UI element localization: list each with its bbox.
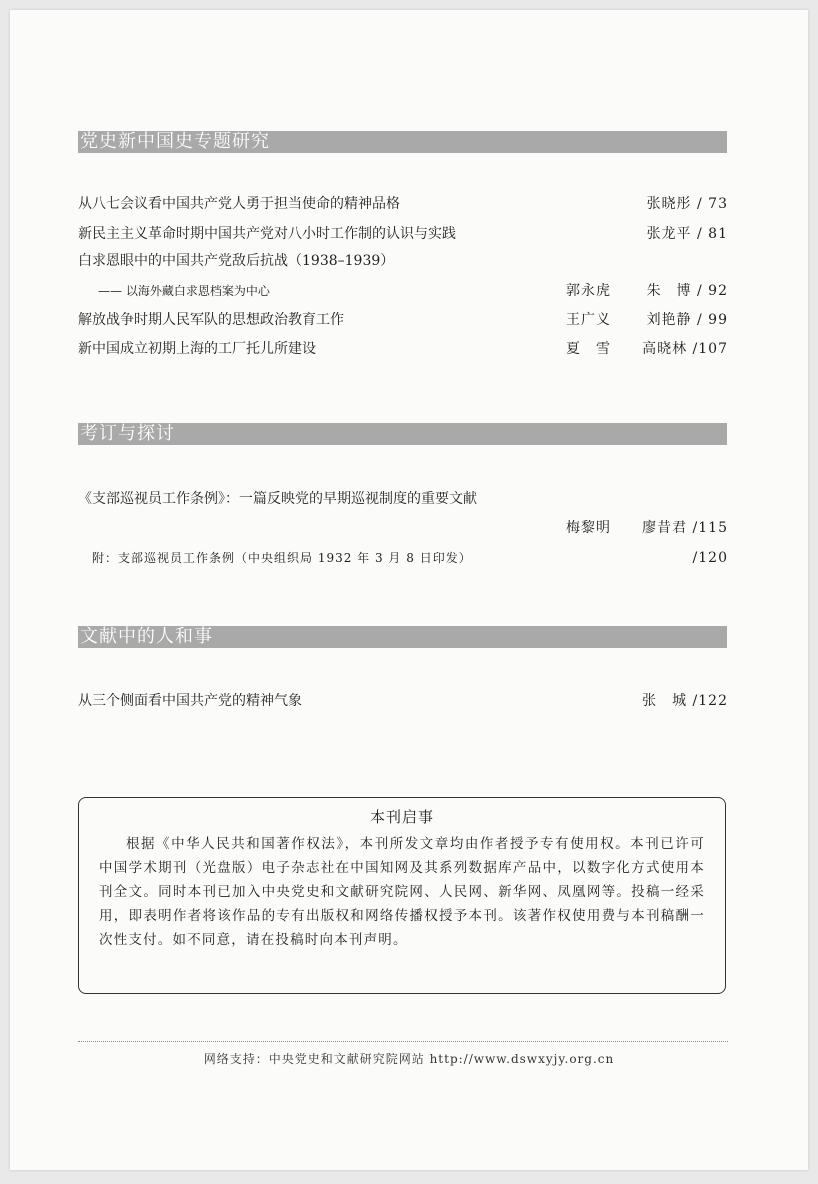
article-author-first: 梅黎明 (566, 520, 611, 536)
section-heading: 党史新中国史专题研究 (80, 131, 270, 152)
article-title: 从八七会议看中国共产党人勇于担当使命的精神品格 (78, 196, 400, 212)
toc-entry[interactable] (78, 309, 728, 331)
article-author-first: 夏 雪 (566, 341, 611, 357)
notice-box (78, 797, 726, 994)
toc-entry[interactable] (78, 547, 728, 569)
article-title: 解放战争时期人民军队的思想政治教育工作 (78, 312, 344, 328)
article-author-first: 王广义 (566, 312, 611, 328)
toc-entry[interactable] (78, 223, 728, 245)
article-author-first: 郭永虎 (566, 283, 611, 299)
article-title: 从三个侧面看中国共产党的精神气象 (78, 693, 302, 709)
article-title: 白求恩眼中的中国共产党敌后抗战（1938–1939） (78, 253, 395, 269)
article-authors-page: 刘艳静 / 99 (646, 312, 728, 328)
article-authors-page: 朱 博 / 92 (646, 283, 728, 299)
toc-entry[interactable] (78, 193, 728, 215)
article-authors-page: 张 城 /122 (642, 693, 728, 709)
article-title: 新民主主义革命时期中国共产党对八小时工作制的认识与实践 (78, 226, 456, 242)
section-heading-band (78, 131, 727, 153)
toc-entry-authors-row[interactable] (78, 517, 728, 539)
toc-entry[interactable] (78, 250, 728, 272)
footer-divider (78, 1041, 728, 1042)
article-subtitle: —— 以海外藏白求恩档案为中心 (98, 284, 270, 298)
notice-body: 根据《中华人民共和国著作权法》，本刊所发文章均由作者授予专有使用权。本刊已许可中国学术期刊（光盘版）电子杂志社在中国知网及其系列数据库产品中，以数字化方式使用本刊全文。同时本刊已加入中央党史和文献研究院网、人民网、新华网、凤凰网等。投稿一经采用，即表明作者将该作品的专有出版权和网络传播权授予本刊。该著作权使用费与本刊稿酬一次性支付。如不同意，请在投稿时向本刊声明。 (99, 836, 705, 948)
article-title: 附：支部巡视员工作条例（中央组织局 1932 年 3 月 8 日印发） (92, 551, 472, 565)
section-heading: 文献中的人和事 (80, 626, 213, 647)
page (10, 10, 808, 1170)
section-heading-band (78, 626, 727, 648)
article-authors-page: 廖昔君 /115 (642, 520, 728, 536)
article-authors-page: 张晓彤 / 73 (646, 196, 728, 212)
toc-entry[interactable] (78, 690, 728, 712)
toc-entry[interactable] (78, 338, 728, 360)
toc-entry[interactable] (78, 488, 728, 510)
toc-entry-subtitle-row[interactable] (78, 280, 728, 302)
article-title: 新中国成立初期上海的工厂托儿所建设 (78, 341, 316, 357)
footer-text: 网络支持：中央党史和文献研究院网站 http://www.dswxyjy.org.cn (203, 1052, 615, 1066)
article-title: 《支部巡视员工作条例》：一篇反映党的早期巡视制度的重要文献 (78, 491, 477, 507)
article-authors-page: 张龙平 / 81 (646, 226, 728, 242)
section-heading-band (78, 423, 727, 445)
notice-title: 本刊启事 (369, 808, 434, 826)
article-page: /120 (692, 550, 728, 566)
section-heading: 考订与探讨 (80, 423, 175, 444)
article-authors-page: 高晓林 /107 (642, 341, 728, 357)
